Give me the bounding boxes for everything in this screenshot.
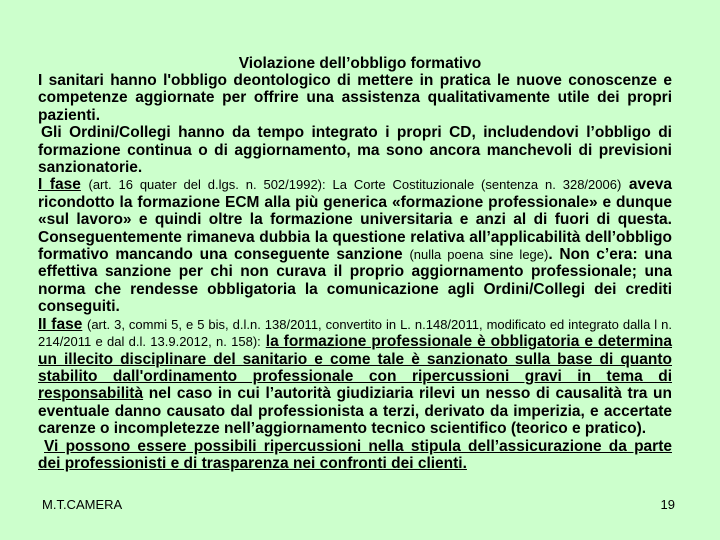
phase-two-rest: nel caso in cui l’autorità giudiziaria rilevi un nesso di causalità tra un eventuale danno causato dal professionista a terzi, derivato da imperizia, e accertate carenze o incompletezze nell’aggiornamento tecnico scientifico (teorico e pratico). bbox=[38, 385, 672, 438]
paragraph-orders-text: Gli Ordini/Collegi hanno da tempo integrato i propri CD, includendovi l’obbligo di formazione continua o di aggiornamento, ma sono ancora manchevoli di previsioni sanzionatorie. bbox=[38, 124, 672, 177]
slide-title: Violazione dell’obbligo formativo bbox=[238, 55, 482, 72]
phase-two-reference: (art. 3, commi 5, e 5 bis, d.l.n. 138/2011, convertito in L. n.148/2011, modificato ed integrato dalla l n. 214/2011 e dal d.l. 13.9.2012, n. 158): bbox=[38, 316, 672, 350]
phase-one-text-b: . Non c’era: una effettiva sanzione per chi non curava il proprio aggiornamento professionale; una norma che rendesse obbligatoria la comunicazione agli Ordini/Collegi dei crediti conseguiti. bbox=[38, 246, 672, 316]
phase-one-note: (nulla poena sine lege) bbox=[409, 247, 549, 263]
slide-body bbox=[38, 72, 672, 472]
paragraph-insurance-text: Vi possono essere possibili ripercussioni nella stipula dell’assicurazione da parte dei professionisti e di trasparenza nei confronti dei clienti. bbox=[38, 437, 672, 472]
paragraph-obligation: I sanitari hanno l'obbligo deontologico di mettere in pratica le nuove conoscenze e competenze aggiornate per offrire una assistenza qualitativamente utile dei propri pazienti. bbox=[38, 72, 672, 124]
paragraph-insurance bbox=[38, 438, 672, 473]
paragraph-orders bbox=[38, 124, 672, 176]
paragraph-phase-two bbox=[38, 316, 672, 438]
footer-author: M.T.CAMERA bbox=[42, 497, 123, 512]
phase-two-underlined: la formazione professionale è obbligatoria e determina un illecito disciplinare del sanitario e come tale è sanzionato sulla base di quanto stabilito dall'ordinamento professionale con ripercussioni gravi in tema di responsabilità bbox=[38, 333, 673, 403]
phase-one-label: I fase bbox=[38, 176, 81, 194]
phase-one-reference: (art. 16 quater del d.lgs. n. 502/1992): La Corte Costituzionale (sentenza n. 328/2006) bbox=[88, 177, 622, 193]
page-number: 19 bbox=[660, 497, 675, 512]
phase-two-label: II fase bbox=[38, 315, 83, 333]
paragraph-phase-one bbox=[38, 176, 672, 315]
phase-one-text-a: aveva ricondotto la formazione ECM alla più generica «formazione professionale» e dunque «sul lavoro» e quindi oltre la formazione universitaria e anzi al di fuori di questa. Conseguentemente rimaneva dubbia la questione relativa all’applicabilità dell’obbligo formativo mancando una conseguente sanzione bbox=[38, 176, 672, 264]
